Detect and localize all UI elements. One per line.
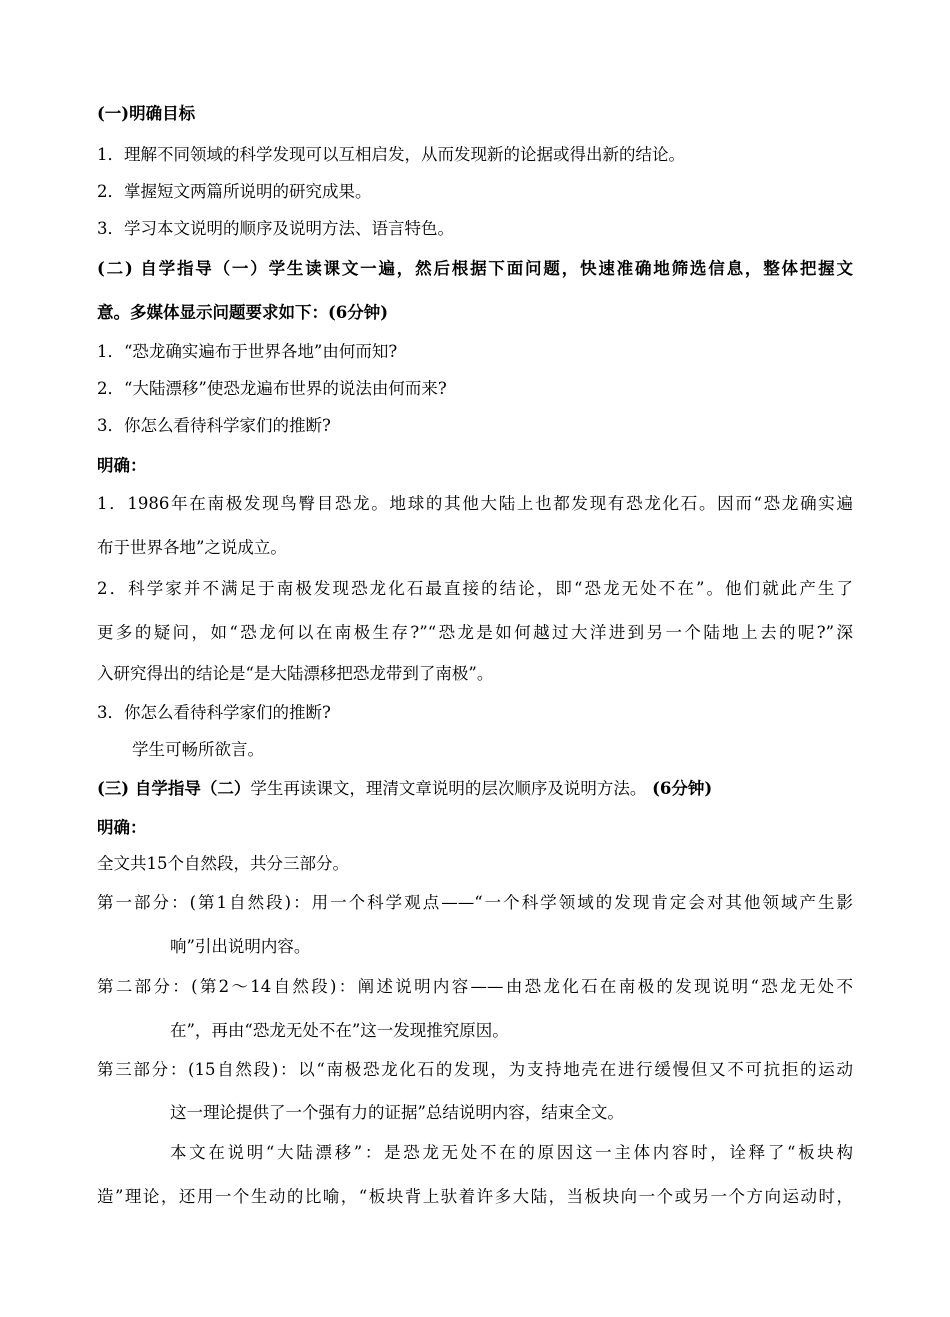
structure-summary: 全文共15个自然段，共分三部分。 xyxy=(97,854,349,873)
question-2: 2．“大陆漂移”使恐龙遍布世界的说法由何而来? xyxy=(97,379,447,398)
answer2-line2: 更多的疑问，如“恐龙何以在南极生存?”“恐龙是如何越过大洋进到另一个陆地上去的呢?”深 xyxy=(97,623,853,642)
part1-line1: 第一部分：(第1自然段)：用一个科学观点——“一个科学领域的发现肯定会对其他领域产生影 xyxy=(97,893,853,912)
paragraph-line2: 造”理论，还用一个生动的比喻，“板块背上驮着许多大陆，当板块向一个或另一个方向运动时， xyxy=(97,1187,853,1206)
answer2-line3: 入研究得出的结论是“是大陆漂移把恐龙带到了南极”。 xyxy=(97,664,494,683)
question-1: 1．“恐龙确实遍布于世界各地”由何而知? xyxy=(97,342,398,361)
answer2-line1: 2．科学家并不满足于南极发现恐龙化石最直接的结论，即“恐龙无处不在”。他们就此产生了 xyxy=(97,579,853,598)
section3-heading-text: 学生再读课文，理清文章说明的层次顺序及说明方法。 xyxy=(250,779,647,798)
part1-line2: 响”引出说明内容。 xyxy=(170,937,311,956)
part3-line1: 第三部分：(15自然段)：以“南极恐龙化石的发现，为支持地壳在进行缓慢但又不可抗拒的运动 xyxy=(97,1060,853,1079)
goal-item-1: 1．理解不同领域的科学发现可以互相启发，从而发现新的论据或得出新的结论。 xyxy=(97,145,685,164)
answer3-note: 学生可畅所欲言。 xyxy=(132,740,264,759)
answer-label-2: 明确： xyxy=(97,818,147,837)
paragraph-line1: 本文在说明“大陆漂移”：是恐龙无处不在的原因这一主体内容时，诠释了“板块构 xyxy=(170,1143,853,1162)
answer3: 3．你怎么看待科学家们的推断? xyxy=(97,703,331,722)
goal-item-3: 3．学习本文说明的顺序及说明方法、语言特色。 xyxy=(97,219,454,238)
section3-heading-time: (6分钟) xyxy=(646,779,713,798)
section1-heading: (一)明确目标 xyxy=(97,104,196,123)
part2-line1: 第二部分：(第2～14自然段)：阐述说明内容——由恐龙化石在南极的发现说明“恐龙无处不 xyxy=(97,977,853,996)
goal-item-2: 2．掌握短文两篇所说明的研究成果。 xyxy=(97,182,372,201)
answer1-line1: 1．1986年在南极发现鸟臀目恐龙。地球的其他大陆上也都发现有恐龙化石。因而“恐龙确实遍 xyxy=(97,494,853,513)
section2-heading-line1: (二) 自学指导（一）学生读课文一遍，然后根据下面问题，快速准确地筛选信息，整体把握文 xyxy=(97,259,853,278)
answer1-line2: 布于世界各地”之说成立。 xyxy=(97,538,287,557)
question-3: 3．你怎么看待科学家们的推断? xyxy=(97,416,331,435)
part2-line2: 在”，再由“恐龙无处不在”这一发现推究原因。 xyxy=(170,1021,509,1040)
section3-heading-bold: (三) 自学指导（二） xyxy=(97,779,251,798)
part3-line2: 这一理论提供了一个强有力的证据”总结说明内容，结束全文。 xyxy=(170,1103,624,1122)
section2-heading-line2: 意。多媒体显示问题要求如下：(6分钟) xyxy=(97,303,389,322)
answer-label-1: 明确： xyxy=(97,456,147,475)
section3-heading xyxy=(97,778,712,800)
